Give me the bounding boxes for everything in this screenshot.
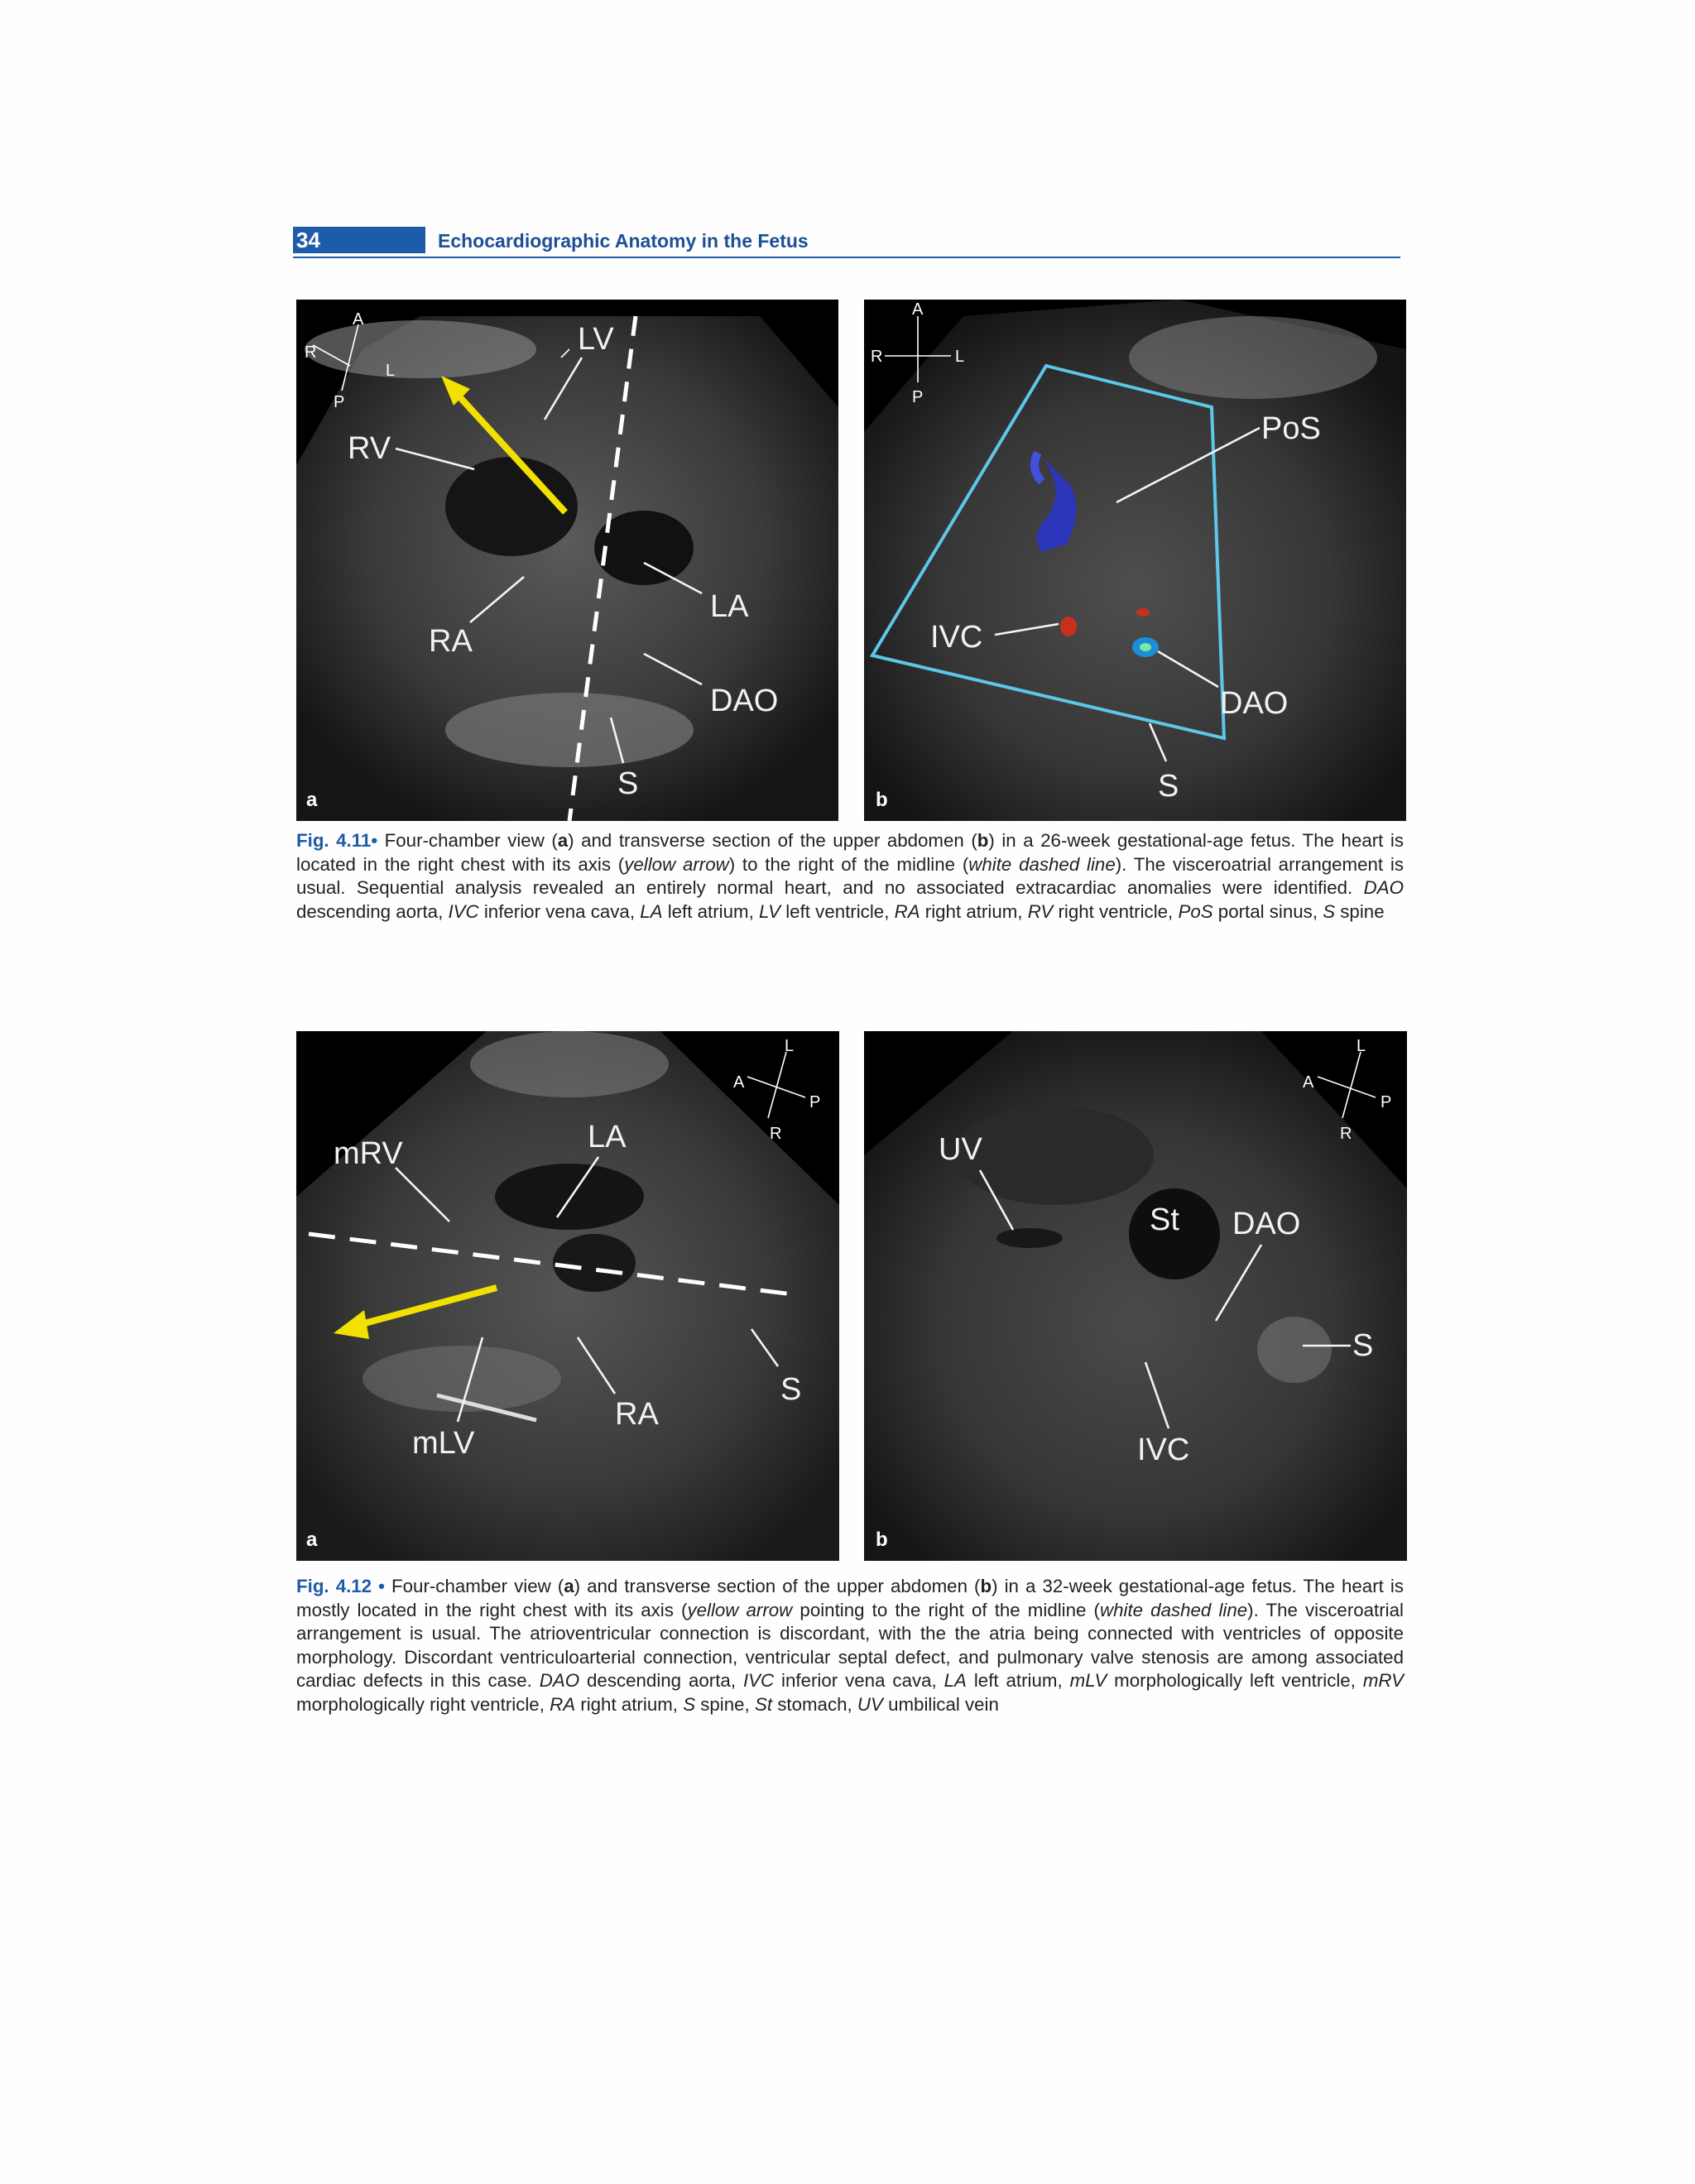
caption-text: ). The visceroatrial arrangement is usual. Sequential analysis revealed an entirely normal heart, and no associated extracardiac anomalies were identified. [296,853,1404,899]
orient-right: L [386,362,396,380]
fig-4-11-panel-a [296,300,838,821]
ultrasound-image [296,1031,839,1561]
panel-letter-a: a [306,1529,318,1551]
abbr-definition: umbilical vein [882,1693,999,1715]
abbr-term: mLV [1069,1670,1107,1692]
caption-text: ). The visceroatrial arrangement is usual. The atrioventricular connection is discordant, with the the atria being connected with ventricles of opposite morphology. Discordant ventriculoarterial connection, ventricular septal defect, and pulmonary valve stenosis are among associated cardiac defects in this case. [296,1599,1404,1692]
abbr-definition: morphologically left ventricle, [1107,1670,1363,1692]
label-dao: DAO [710,684,779,718]
abbr-definition: left ventricle, [780,900,895,922]
running-header [293,227,1400,258]
ultrasound-doppler-image [864,300,1406,821]
abbr-term: PoS [1178,900,1213,922]
caption-figure-label: Fig. 4.11 [296,830,372,851]
label-la: LA [588,1120,627,1154]
abbr-definition: spine [1335,900,1385,922]
caption-panel-ref: a [564,1576,574,1596]
panel-letter-b: b [876,789,888,811]
label-st: St [1150,1202,1179,1237]
caption-text: Four-chamber view ( [377,830,558,851]
fig-4-12-caption [296,1575,1404,1717]
orient-top: A [353,310,364,329]
caption-emphasis: yellow arrow [624,853,729,875]
abbr-definition: inferior vena cava, [478,900,641,922]
orient-top: L [785,1037,795,1055]
abbr-term: LA [944,1670,967,1692]
fig-4-12-panel-a [296,1031,839,1561]
caption-text: ) to the right of the midline ( [728,853,969,875]
abbr-definition: morphologically right ventricle, [296,1693,550,1715]
label-ivc: IVC [930,620,983,655]
label-dao: DAO [1232,1207,1301,1241]
orient-top: A [912,300,924,319]
label-mrv: mRV [334,1136,403,1171]
abbr-term: RV [1027,900,1054,922]
orient-left: R [871,348,883,366]
label-mlv: mLV [412,1426,475,1461]
fig-4-11-caption [296,829,1404,924]
orient-right: P [809,1093,821,1111]
label-la: LA [710,589,749,624]
orient-bottom: P [334,393,345,411]
abbr-term: RA [894,900,920,922]
abbr-definition: right ventricle, [1053,900,1179,922]
caption-emphasis: yellow arrow [687,1599,793,1620]
caption-figure-label: Fig. 4.12 [296,1576,372,1596]
abbr-term: LV [758,900,781,922]
label-pos: PoS [1261,411,1321,446]
orient-left: R [305,343,317,362]
caption-panel-ref: b [977,830,989,851]
ultrasound-image [296,300,838,821]
orient-bottom: P [912,388,924,406]
orient-top: L [1356,1037,1366,1055]
ultrasound-image [864,1031,1407,1561]
caption-text: ) in a 26-week gestational-age fetus. The heart is located in the right chest with its axis ( [296,830,1404,875]
abbr-definition: left atrium, [662,900,759,922]
caption-text: Four-chamber view ( [384,1576,564,1596]
caption-bullet: • [372,1576,385,1596]
abbr-term: DAO [1363,877,1404,899]
abbr-term: St [754,1693,773,1715]
label-s: S [1352,1328,1374,1363]
label-lv: LV [578,322,614,357]
chapter-title: Echocardiographic Anatomy in the Fetus [438,230,809,252]
label-s: S [617,766,639,801]
orient-right: L [955,348,965,366]
abbr-term: DAO [539,1670,580,1692]
label-rv: RV [348,431,391,466]
orient-bottom: R [1340,1125,1352,1143]
panel-letter-a: a [306,789,318,811]
abbr-term: UV [857,1693,883,1715]
abbr-term: S [683,1693,696,1715]
header-rule [293,257,1400,258]
abbr-term: RA [550,1693,576,1715]
orient-right: P [1380,1093,1392,1111]
fig-4-12-panel-b [864,1031,1407,1561]
abbr-term: mRV [1362,1670,1404,1692]
label-uv: UV [939,1132,982,1167]
page-number: 34 [293,227,425,253]
orient-left: A [733,1073,745,1092]
abbr-definition: descending aorta, [579,1670,743,1692]
abbr-definition: descending aorta, [296,900,449,922]
orient-left: A [1303,1073,1314,1092]
abbr-definition: right atrium, [575,1693,684,1715]
label-s: S [780,1372,802,1407]
fig-4-11-panel-b [864,300,1406,821]
abbr-term: S [1323,900,1336,922]
abbr-definition: stomach, [772,1693,857,1715]
caption-text: ) and transverse section of the upper abdomen ( [568,830,977,851]
caption-panel-ref: a [557,830,569,851]
caption-text: ) in a 32-week gestational-age fetus. The heart is mostly located in the right chest with its axis ( [296,1576,1404,1620]
abbr-definition: portal sinus, [1212,900,1323,922]
caption-bullet: • [371,830,378,851]
caption-text: pointing to the right of the midline ( [792,1599,1100,1620]
caption-panel-ref: b [980,1576,992,1596]
abbr-definition: spine, [695,1693,755,1715]
caption-text: ) and transverse section of the upper abdomen ( [574,1576,981,1596]
abbr-definition: right atrium, [920,900,1028,922]
caption-emphasis: white dashed line [968,853,1116,875]
label-s: S [1158,769,1179,804]
label-ra: RA [429,624,473,659]
abbr-definition: left atrium, [966,1670,1070,1692]
label-ra: RA [615,1397,659,1432]
orient-bottom: R [770,1125,782,1143]
abbr-definition: inferior vena cava, [774,1670,944,1692]
abbr-term: IVC [448,900,479,922]
label-dao: DAO [1220,686,1289,721]
abbr-term: IVC [742,1670,775,1692]
abbr-term: LA [640,900,663,922]
panel-letter-b: b [876,1529,888,1551]
label-ivc: IVC [1137,1433,1190,1467]
caption-emphasis: white dashed line [1100,1599,1248,1620]
